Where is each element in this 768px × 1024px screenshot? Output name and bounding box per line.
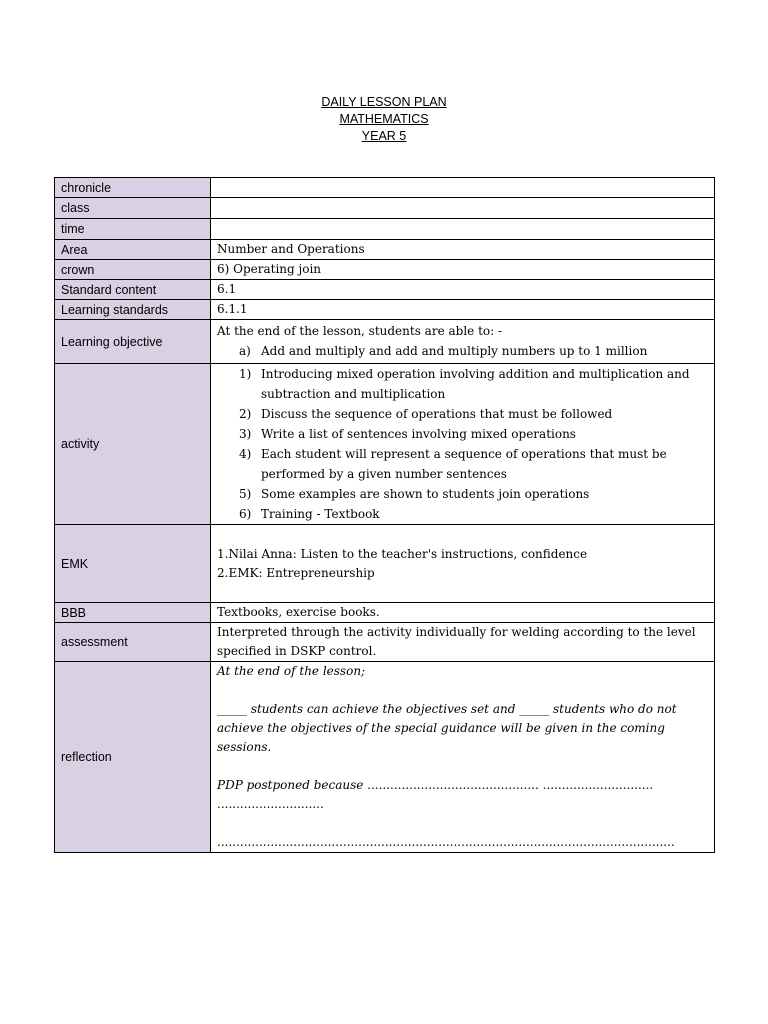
activity-item-text: Each student will represent a sequence of operations that must be performed by a given number sentences xyxy=(261,447,667,481)
activity-item-number: 3) xyxy=(239,427,252,441)
lesson-plan-table xyxy=(54,177,715,853)
activity-item xyxy=(217,424,708,444)
activity-item xyxy=(217,484,708,504)
label-learning-standards: Learning standards xyxy=(55,300,211,320)
reflection-line-2: _____ students can achieve the objectives set and _____ students who do not achieve the objectives of the special guidance will be given in the coming sessions. xyxy=(217,702,677,754)
activity-item xyxy=(217,504,708,524)
row-chronicle xyxy=(55,178,715,198)
label-crown: crown xyxy=(55,260,211,280)
value-class xyxy=(211,198,715,219)
objective-item-marker: a) xyxy=(239,344,251,358)
label-chronicle: chronicle xyxy=(55,178,211,198)
row-assessment xyxy=(55,623,715,662)
activity-item-text: Some examples are shown to students join operations xyxy=(261,487,590,501)
value-crown: 6) Operating join xyxy=(211,260,715,280)
reflection-line-1: At the end of the lesson; xyxy=(217,664,366,678)
objective-item xyxy=(217,341,708,361)
value-chronicle xyxy=(211,178,715,198)
value-area: Number and Operations xyxy=(211,240,715,260)
row-activity xyxy=(55,364,715,525)
activity-list xyxy=(217,364,708,524)
value-activity xyxy=(211,364,715,525)
value-bbb: Textbooks, exercise books. xyxy=(211,603,715,623)
label-area: Area xyxy=(55,240,211,260)
value-assessment: Interpreted through the activity individually for welding according to the level specified in DSKP control. xyxy=(211,623,715,662)
value-emk xyxy=(211,525,715,603)
label-bbb: BBB xyxy=(55,603,211,623)
label-standard-content: Standard content xyxy=(55,280,211,300)
value-reflection xyxy=(211,662,715,853)
value-learning-standards: 6.1.1 xyxy=(211,300,715,320)
title-line-3: YEAR 5 xyxy=(361,129,407,143)
activity-item xyxy=(217,404,708,424)
activity-item-number: 1) xyxy=(239,367,252,381)
label-time: time xyxy=(55,219,211,240)
activity-item-text: Training - Textbook xyxy=(261,507,380,521)
label-learning-objective: Learning objective xyxy=(55,320,211,364)
row-area xyxy=(55,240,715,260)
objective-item-text: Add and multiply and add and multiply numbers up to 1 million xyxy=(261,344,648,358)
emk-line-1: 1.Nilai Anna: Listen to the teacher's instructions, confidence xyxy=(217,546,588,561)
activity-item-number: 6) xyxy=(239,507,252,521)
label-class: class xyxy=(55,198,211,219)
label-emk: EMK xyxy=(55,525,211,603)
document-title xyxy=(0,94,768,145)
label-activity: activity xyxy=(55,364,211,525)
value-time xyxy=(211,219,715,240)
row-crown xyxy=(55,260,715,280)
activity-item-text: Discuss the sequence of operations that must be followed xyxy=(261,407,613,421)
value-standard-content: 6.1 xyxy=(211,280,715,300)
title-line-1: DAILY LESSON PLAN xyxy=(321,95,447,109)
row-emk xyxy=(55,525,715,603)
title-line-2: MATHEMATICS xyxy=(339,112,429,126)
activity-item-number: 4) xyxy=(239,447,252,461)
reflection-line-3: PDP postponed because ............................................. ............................. ............................ xyxy=(217,778,654,811)
activity-item-text: Write a list of sentences involving mixed operations xyxy=(261,427,576,441)
row-bbb xyxy=(55,603,715,623)
reflection-line-4: ........................................................................................................................ xyxy=(217,835,675,849)
activity-item-text: Introducing mixed operation involving addition and multiplication and subtraction and multiplication xyxy=(261,367,690,401)
activity-item xyxy=(217,444,708,484)
emk-line-2: 2.EMK: Entrepreneurship xyxy=(217,565,375,580)
row-learning-standards xyxy=(55,300,715,320)
row-time xyxy=(55,219,715,240)
label-assessment: assessment xyxy=(55,623,211,662)
row-standard-content xyxy=(55,280,715,300)
activity-item-number: 5) xyxy=(239,487,252,501)
label-reflection: reflection xyxy=(55,662,211,853)
activity-item-number: 2) xyxy=(239,407,252,421)
objective-intro: At the end of the lesson, students are able to: - xyxy=(217,324,503,338)
value-learning-objective xyxy=(211,320,715,364)
activity-item xyxy=(217,364,708,404)
row-learning-objective xyxy=(55,320,715,364)
row-reflection xyxy=(55,662,715,853)
row-class xyxy=(55,198,715,219)
